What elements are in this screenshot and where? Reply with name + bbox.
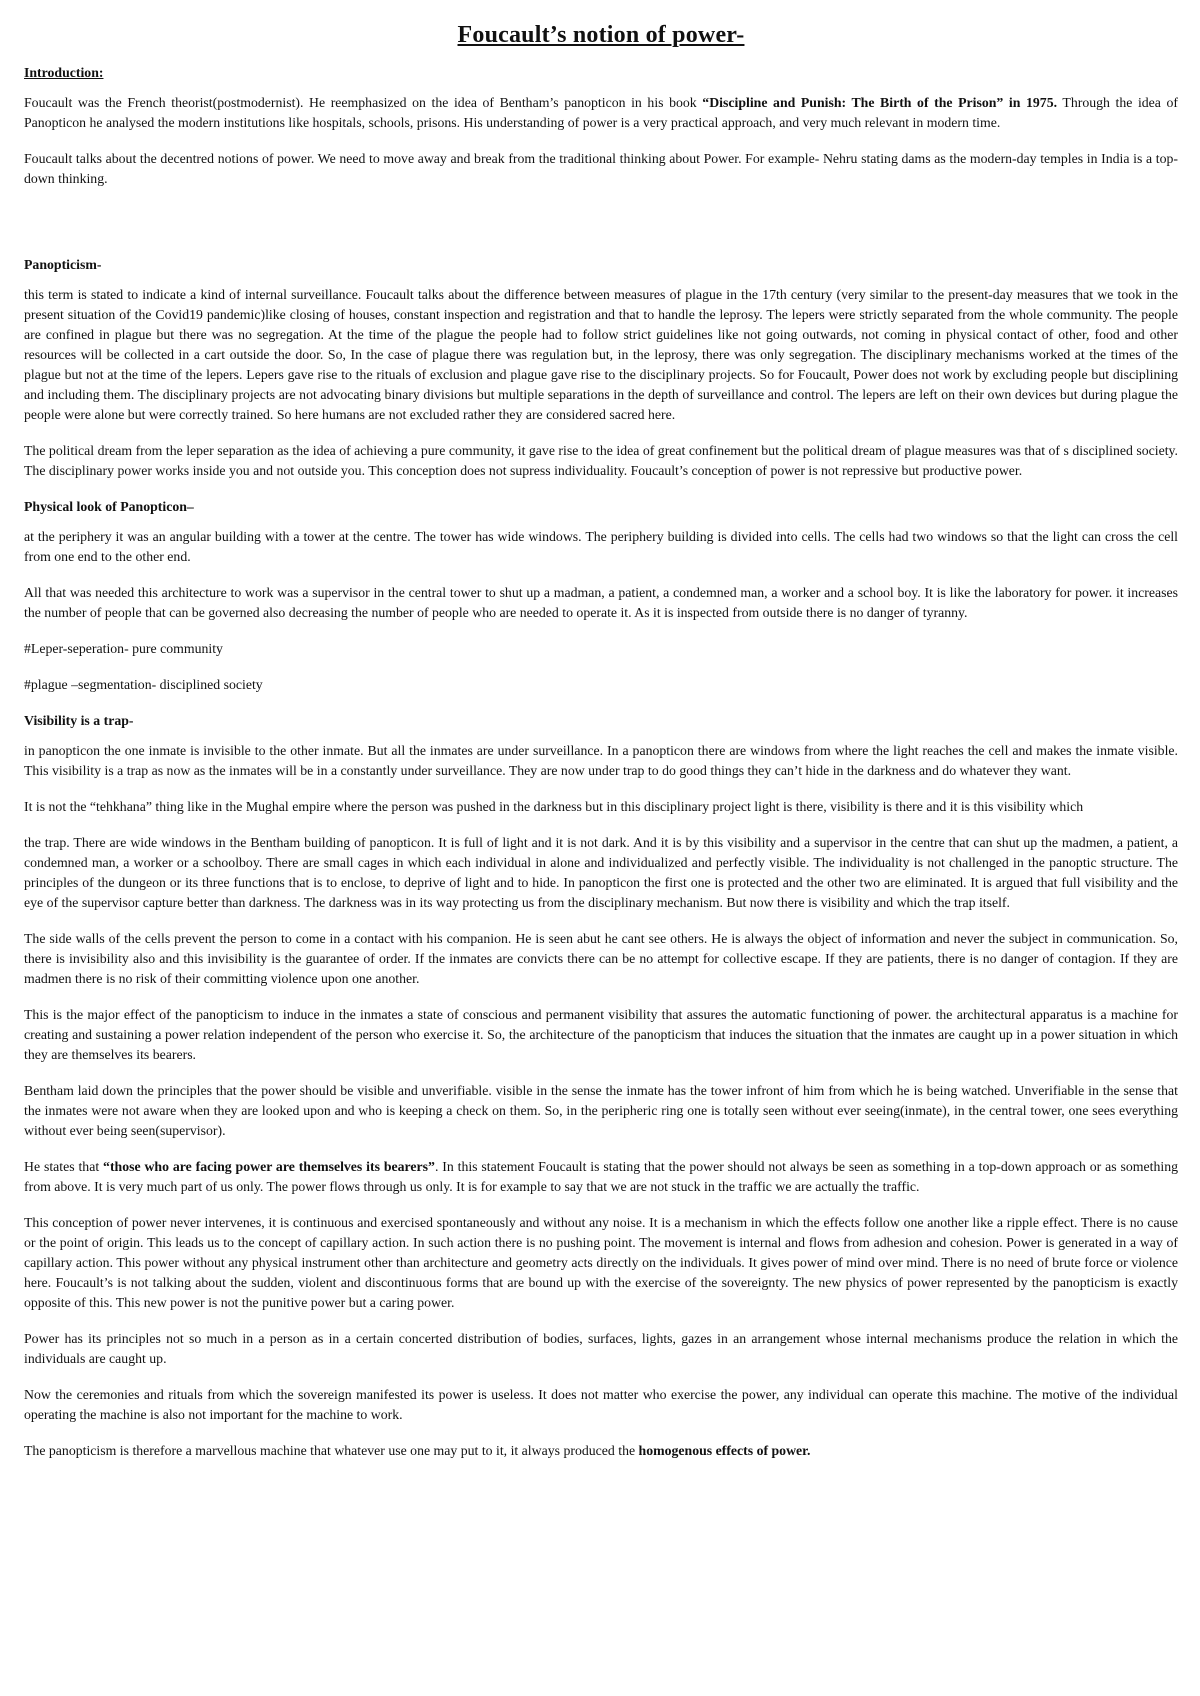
panopticism-paragraph-1: this term is stated to indicate a kind of internal surveillance. Foucault talks about the difference between measures of plague in the 17th century (very similar to the present-day measures that we took in the present situation of the Covid19 pandemic)like closing of houses, constant inspection and registration and that to handle the leprosy. The lepers were strictly separated from the whole community. The people are confined in plague but there was no segregation. At the time of the plague the people had to follow strict guidelines like not going outwards, not coming in physical contact of other, food and other resources will be collected in a cart outside the door. So, In the case of plague there was regulation but, in the leprosy, there was only segregation. The disciplinary mechanisms worked at the times of the plague but not at the time of the lepers. Lepers gave rise to the rituals of exclusion and plague gave rise to the disciplinary projects. So for Foucault, Power does not work by excluding people but disciplining and including them. The disciplinary projects are not advocating binary divisions but multiple separations in the depth of surveillance and control. The lepers are left on their own devices but during plague the people were alone but were correctly trained. So here humans are not excluded rather they are considered sacred here. (24, 287, 1178, 422)
visibility-paragraph-2: It is not the “tehkhana” thing like in the Mughal empire where the person was pushed in the darkness but in this disciplinary project light is there, visibility is there and it is this visibility which (24, 799, 1084, 814)
document-title: Foucault’s notion of power- (457, 22, 745, 48)
p11-text: The panopticism is therefore a marvellous machine that whatever use one may put to it, it always produced the (24, 1443, 639, 1458)
visibility-paragraph-6: Bentham laid down the principles that the power should be visible and unverifiable. visible in the sense the inmate has the tower infront of him from which he is being watched. Unverifiable in the sense that the inmates were not aware when they are looked upon and who is keeping a check on them. So, in the peripheric ring one is totally seen without ever seeing(inmate), in the central tower, one sees everything without ever being seen(supervisor). (24, 1083, 1178, 1138)
intro-paragraph-1 (24, 93, 1178, 133)
physical-paragraph-2: All that was needed this architecture to work was a supervisor in the central tower to shut up a madman, a patient, a condemned man, a worker and a school boy. It is like the laboratory for power. it increases the number of people that can be governed also decreasing the number of people who are needed to operate it. As it is inspected from outside there is no danger of tyranny. (24, 585, 1178, 620)
panopticism-paragraph-2: The political dream from the leper separation as the idea of achieving a pure community, it gave rise to the idea of great confinement but the political dream of plague measures was that of s disciplined society. The disciplinary power works inside you and not outside you. This conception does not supress individuality. Foucault’s conception of power is not repressive but productive power. (24, 443, 1178, 478)
panopticism-heading: Panopticism- (24, 257, 102, 272)
visibility-paragraph-5: This is the major effect of the panopticism to induce in the inmates a state of conscious and permanent visibility that assures the automatic functioning of power. the architectural apparatus is a machine for creating and sustaining a power relation independent of the person who exercise it. So, the architecture of the panopticism that induces the situation that the inmates are caught up in a power situation in which they are themselves its bearers. (24, 1007, 1178, 1062)
p7-text: He states that (24, 1159, 104, 1174)
p7-text-cont: . In this statement Foucault is stating that the power should not always be seen as something in a top-down approach or as something from above. It is very much part of us only. The power flows through us only. It is for example to say that we are not stuck in the traffic we are actually the traffic. (24, 1159, 1178, 1194)
visibility-paragraph-7 (24, 1157, 1178, 1197)
visibility-paragraph-8: This conception of power never intervenes, it is continuous and exercised spontaneously and without any noise. It is a mechanism in which the effects follow one another like a ripple effect. There is no cause or the point of origin. This leads us to the concept of capillary action. In such action there is no pushing point. The movement is internal and flows from adhesion and cohesion. Power is generated in a way of capillary action. This power without any physical instrument other than architecture and geometry acts directly on the individuals. It gives power of mind over mind. There is no need of brute force or violence here. Foucault’s is not talking about the sudden, violent and discontinuous forms that are bound up with the exercise of the sovereignty. The new physics of power represented by the panopticism is exactly opposite of this. This new power is not the punitive power but a caring power. (24, 1215, 1178, 1310)
intro-p1-text: Foucault was the French theorist(postmodernist). He reemphasized on the idea of Bentham’s panopticon in his book (24, 95, 703, 110)
visibility-paragraph-3: the trap. There are wide windows in the Bentham building of panopticon. It is full of light and it is not dark. And it is by this visibility and a supervisor in the centre that can shut up the madmen, a patient, a condemned man, a worker or a schoolboy. There are small cages in which each individual in alone and individualized and perfectly visible. The individuality is not challenged in the panoptic structure. The principles of the dungeon or its three functions that is to enclose, to deprive of light and to hide. In panopticon the first one is protected and the other two are eliminated. It is argued that full visibility and the eye of the supervisor capture better than darkness. The darkness was in its way protecting us from the disciplinary mechanism. But now there is visibility and which the trap itself. (24, 835, 1178, 910)
leper-tag-line: #Leper-seperation- pure community (24, 641, 223, 656)
introduction-heading: Introduction: (24, 65, 104, 80)
intro-paragraph-2: Foucault talks about the decentred notions of power. We need to move away and break from the traditional thinking about Power. For example- Nehru stating dams as the modern-day temples in India is a top-down thinking. (24, 151, 1178, 186)
visibility-paragraph-11 (24, 1441, 1178, 1461)
bearers-quote: “those who are facing power are themselves its bearers” (103, 1159, 435, 1174)
visibility-paragraph-1: in panopticon the one inmate is invisible to the other inmate. But all the inmates are under surveillance. In a panopticon there are windows from where the light reaches the cell and makes the inmate visible. This visibility is a trap as now as the inmates will be in a constantly under surveillance. They are now under trap to do good things they can’t hide in the darkness and do whatever they want. (24, 743, 1178, 778)
homogenous-effects-phrase: homogenous effects of power. (638, 1443, 811, 1458)
visibility-paragraph-4: The side walls of the cells prevent the person to come in a contact with his companion. He is seen abut he cant see others. He is always the object of information and never the subject in communication. So, there is invisibility also and this invisibility is the guarantee of order. If the inmates are convicts there can be no attempt for collective escape. If they are patients, there is no danger of contagion. If they are madmen there is no risk of their committing violence upon one another. (24, 931, 1178, 986)
intro-p1-text-cont: Through the idea of Panopticon he analysed the modern institutions like hospitals, schools, prisons. His understanding of power is a very practical approach, and very much relevant in modern time. (24, 95, 1178, 130)
visibility-paragraph-9: Power has its principles not so much in a person as in a certain concerted distribution of bodies, surfaces, lights, gazes in an arrangement whose internal mechanisms produce the relation in which the individuals are caught up. (24, 1331, 1178, 1366)
physical-look-heading: Physical look of Panopticon– (24, 499, 194, 514)
visibility-heading: Visibility is a trap- (24, 713, 134, 728)
section-spacer (24, 205, 1178, 255)
plague-tag-line: #plague –segmentation- disciplined society (24, 677, 263, 692)
physical-paragraph-1: at the periphery it was an angular building with a tower at the centre. The tower has wide windows. The periphery building is divided into cells. The cells had two windows so that the light can cross the cell from one end to the other end. (24, 529, 1178, 564)
book-title: “Discipline and Punish: The Birth of the Prison” in 1975. (702, 95, 1058, 110)
visibility-paragraph-10: Now the ceremonies and rituals from which the sovereign manifested its power is useless. It does not matter who exercise the power, any individual can operate this machine. The motive of the individual operating the machine is also not important for the machine to work. (24, 1387, 1178, 1422)
